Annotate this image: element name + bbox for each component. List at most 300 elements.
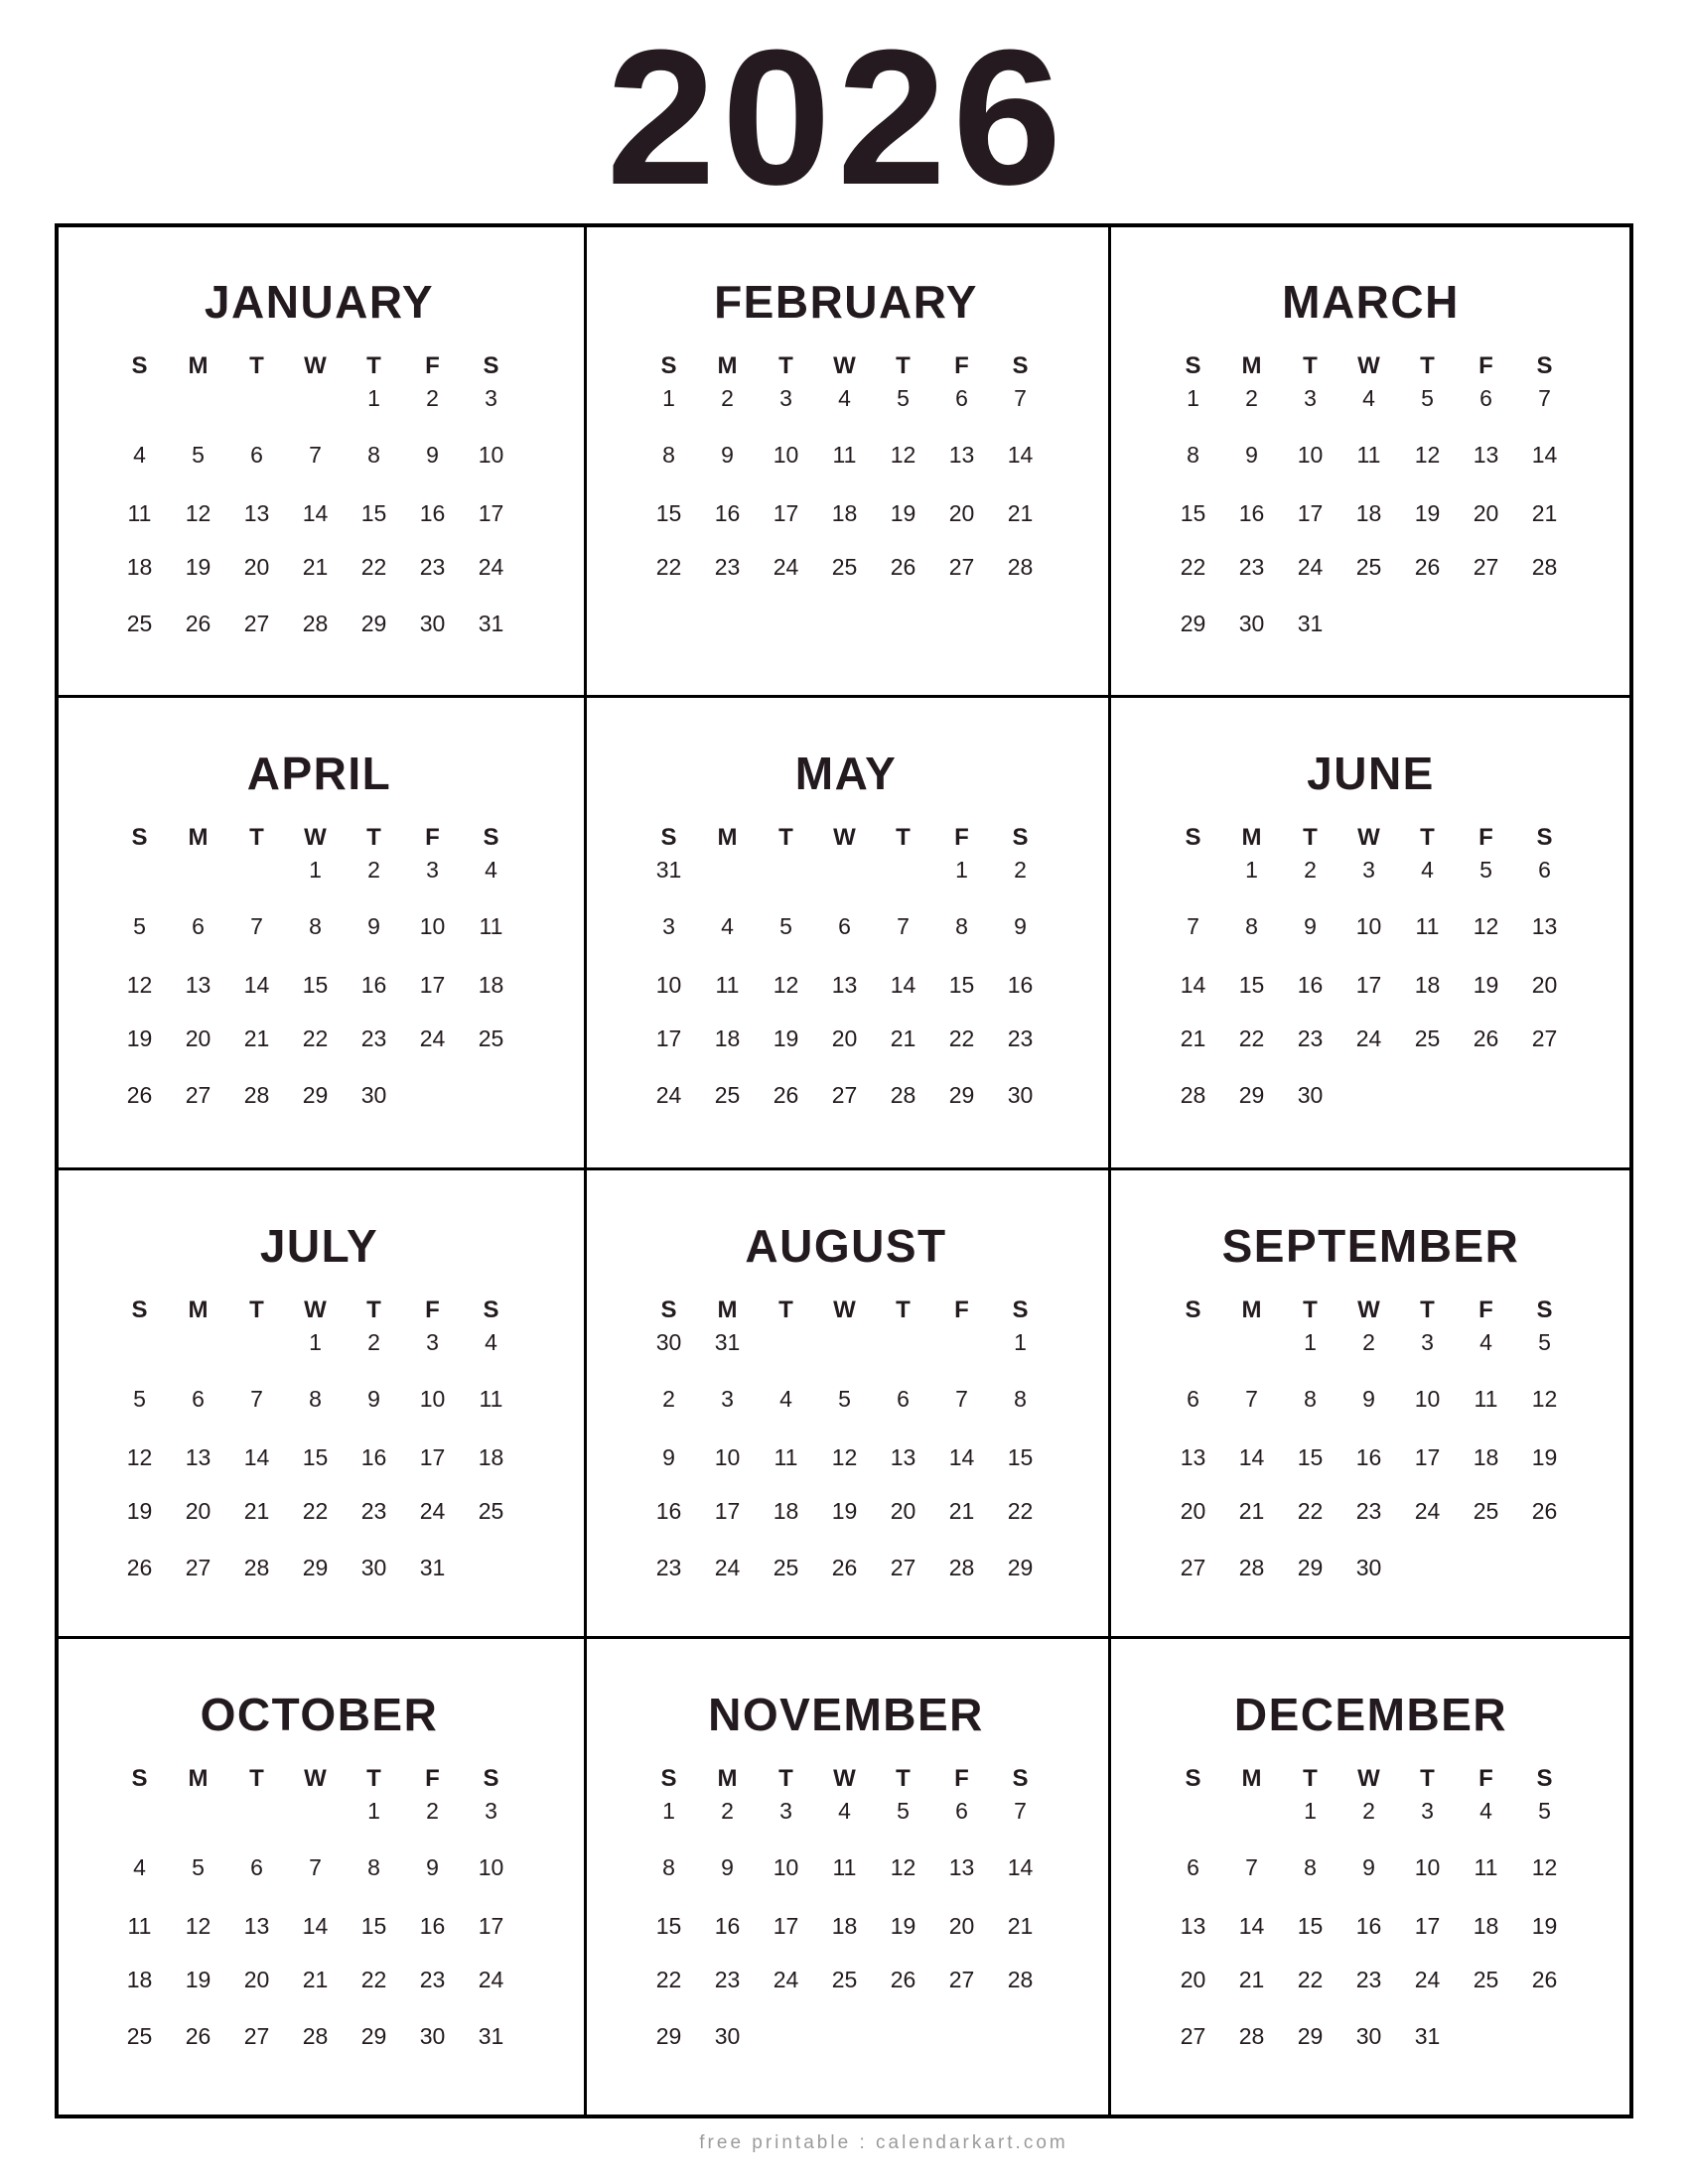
day-cell: 4 [1479,1329,1492,1355]
weekday-header [110,823,520,853]
weekday-label: S [1012,352,1029,379]
day-cell: 24 [419,1498,446,1524]
day-cell [1398,1080,1457,1110]
day-cell: 25 [1473,1967,1499,1992]
day-cell: 13 [185,1444,211,1470]
day-cell: 26 [126,1082,153,1108]
day-cell: 29 [302,1555,329,1580]
day-cell: 23 [419,1967,446,1992]
day-cell: 10 [419,913,446,939]
weekday-label: M [188,1765,209,1792]
month-title: AUGUST [745,1220,947,1272]
day-cell: 24 [655,1082,682,1108]
week-row [110,609,520,638]
day-cell: 22 [1180,554,1206,580]
day-cell: 25 [478,1025,504,1051]
day-cell: 9 [1245,442,1258,468]
day-cell: 28 [243,1082,270,1108]
day-cell: 31 [655,857,682,883]
weekday-label: W [1357,824,1380,851]
day-cell: 2 [1362,1798,1375,1824]
day-cell: 21 [890,1025,916,1051]
day-cell: 12 [1473,913,1499,939]
day-cell: 6 [897,1386,910,1412]
week-row [110,552,520,582]
day-cell: 6 [1187,1854,1199,1880]
weekday-label: S [1536,1297,1553,1323]
day-cell: 6 [192,1386,205,1412]
day-cell: 10 [1414,1854,1441,1880]
day-cell: 7 [1245,1386,1258,1412]
day-cell: 1 [662,385,675,411]
weekday-label: W [1357,352,1380,379]
day-cell: 26 [1531,1967,1558,1992]
weekday-label: W [833,1297,856,1323]
day-cell: 4 [838,385,851,411]
day-cell: 28 [302,611,329,636]
weekday-label: S [1012,1297,1029,1323]
day-cell: 5 [192,442,205,468]
day-cell: 11 [127,500,152,526]
day-cell: 15 [948,972,975,998]
day-cell: 13 [1473,442,1499,468]
day-cell: 2 [721,385,734,411]
weekday-label: T [249,824,264,851]
day-cell: 20 [1180,1498,1206,1524]
day-cell: 14 [302,500,329,526]
weekday-label: S [1536,1765,1553,1792]
day-cell: 22 [302,1498,329,1524]
day-cell: 7 [1245,1854,1258,1880]
weekday-label: T [1303,1297,1318,1323]
year-title: 2026 [606,10,1068,225]
week-row [1164,1796,1574,1826]
day-cell [1457,609,1515,638]
day-cell: 27 [948,1967,975,1992]
day-cell: 21 [948,1498,975,1524]
week-row [1164,1384,1574,1414]
day-cell: 17 [419,1444,446,1470]
day-cell: 21 [1007,1913,1034,1939]
month-panel [55,1636,584,2103]
day-cell: 12 [1531,1854,1558,1880]
weekday-label: S [131,1297,148,1323]
day-cell: 14 [243,1444,270,1470]
day-cell: 30 [1355,1555,1382,1580]
day-cell: 2 [1362,1329,1375,1355]
day-cell: 14 [1007,442,1034,468]
day-cell: 29 [1238,1082,1265,1108]
day-cell: 19 [126,1025,153,1051]
day-cell: 20 [185,1498,211,1524]
week-row [639,1442,1050,1472]
day-cell: 22 [1007,1498,1034,1524]
day-cell: 16 [419,500,446,526]
week-row [110,383,520,413]
day-cell: 19 [1531,1444,1558,1470]
week-row [110,440,520,470]
day-cell: 5 [133,913,146,939]
weekday-label: S [1185,1765,1201,1792]
day-cell: 3 [662,913,675,939]
day-cell: 22 [655,1967,682,1992]
day-cell [1515,609,1574,638]
weekday-label: T [1420,352,1435,379]
week-row [639,1327,1050,1357]
day-cell: 1 [309,1329,322,1355]
day-cell: 25 [1414,1025,1441,1051]
month-panel [584,1636,1108,2103]
day-cell: 13 [1180,1913,1206,1939]
day-cell: 8 [662,442,675,468]
day-cell: 9 [1304,913,1317,939]
day-cell: 11 [715,972,740,998]
day-cell [1515,1553,1574,1582]
day-cell: 14 [890,972,916,998]
month-title: NOVEMBER [708,1689,984,1740]
day-cell: 29 [1007,1555,1034,1580]
day-cell: 9 [721,442,734,468]
day-cell: 17 [655,1025,682,1051]
month-panel [1108,1167,1633,1634]
day-cell: 2 [721,1798,734,1824]
day-cell: 18 [831,500,858,526]
weekday-label: S [1185,824,1201,851]
day-cell: 27 [185,1082,211,1108]
day-cell [1222,1796,1281,1826]
day-cell: 12 [185,500,211,526]
day-cell: 10 [1414,1386,1441,1412]
day-cell: 18 [478,1444,504,1470]
day-cell: 5 [1538,1798,1551,1824]
day-cell: 4 [485,857,497,883]
month-title: DECEMBER [1233,1689,1508,1740]
day-cell: 19 [1531,1913,1558,1939]
day-cell: 21 [243,1025,270,1051]
day-cell: 11 [127,1913,152,1939]
week-row [639,498,1050,528]
week-row [639,1965,1050,1994]
day-cell: 5 [897,385,910,411]
day-cell [1515,2021,1574,2051]
day-cell: 24 [1414,1498,1441,1524]
day-cell: 27 [1473,554,1499,580]
day-cell: 2 [426,385,439,411]
day-cell: 13 [948,442,975,468]
day-cell: 8 [309,913,322,939]
day-cell: 15 [655,500,682,526]
day-cell: 25 [714,1082,741,1108]
day-cell [1457,2021,1515,2051]
day-cell [1398,609,1457,638]
day-cell: 30 [1355,2023,1382,2049]
day-cell: 27 [831,1082,858,1108]
day-cell [286,1796,345,1826]
day-cell: 5 [192,1854,205,1880]
day-cell [286,383,345,413]
day-cell: 5 [1479,857,1492,883]
weekday-label: S [660,1765,677,1792]
weekday-label: T [896,352,911,379]
day-cell: 4 [1362,385,1375,411]
day-cell: 3 [1421,1798,1434,1824]
day-cell: 18 [1473,1913,1499,1939]
day-cell: 6 [1479,385,1492,411]
day-cell: 6 [955,1798,968,1824]
day-cell: 5 [779,913,792,939]
day-cell: 13 [243,500,270,526]
weekday-header [639,351,1050,381]
weekday-label: F [1478,1765,1493,1792]
day-cell: 26 [1531,1498,1558,1524]
day-cell: 25 [478,1498,504,1524]
weekday-label: S [131,352,148,379]
month-title: APRIL [246,748,392,799]
day-cell: 16 [1355,1444,1382,1470]
day-cell: 15 [302,972,329,998]
day-cell [815,855,874,885]
day-cell: 27 [243,2023,270,2049]
weekday-label: S [483,1297,499,1323]
weekday-label: F [954,1765,969,1792]
day-cell: 14 [302,1913,329,1939]
day-cell: 10 [1355,913,1382,939]
weekday-label: S [1012,1765,1029,1792]
weekday-label: T [896,824,911,851]
day-cell: 17 [714,1498,741,1524]
week-row [110,1911,520,1941]
day-cell: 19 [1414,500,1441,526]
day-cell: 16 [1238,500,1265,526]
day-cell: 18 [1414,972,1441,998]
day-cell [1164,1796,1222,1826]
day-cell: 19 [1473,972,1499,998]
week-row [1164,1852,1574,1882]
day-cell: 17 [773,1913,799,1939]
weekday-label: M [717,1765,738,1792]
day-cell: 2 [426,1798,439,1824]
weekday-label: W [833,1765,856,1792]
day-cell: 1 [1014,1329,1027,1355]
weekday-header [639,1296,1050,1325]
weekday-label: F [954,1297,969,1323]
day-cell: 30 [360,1082,387,1108]
day-cell: 1 [1304,1798,1317,1824]
day-cell: 11 [832,1854,857,1880]
weekday-label: T [249,352,264,379]
day-cell: 25 [831,1967,858,1992]
day-cell: 15 [302,1444,329,1470]
day-cell: 17 [1414,1913,1441,1939]
day-cell: 25 [126,2023,153,2049]
day-cell: 29 [1297,2023,1324,2049]
day-cell [403,1080,462,1110]
day-cell: 18 [126,1967,153,1992]
day-cell: 4 [133,1854,146,1880]
weekday-label: W [304,1297,327,1323]
week-row [1164,440,1574,470]
day-cell [1457,1553,1515,1582]
day-cell: 13 [243,1913,270,1939]
day-cell: 22 [655,554,682,580]
day-cell: 8 [367,1854,380,1880]
week-row [639,1384,1050,1414]
weekday-label: T [778,352,793,379]
day-cell: 8 [1187,442,1199,468]
day-cell: 11 [1415,913,1440,939]
day-cell: 31 [419,1555,446,1580]
day-cell: 15 [1007,1444,1034,1470]
day-cell: 22 [1238,1025,1265,1051]
day-cell: 7 [1538,385,1551,411]
weekday-label: F [425,352,440,379]
day-cell: 3 [721,1386,734,1412]
day-cell [815,2021,874,2051]
day-cell: 23 [360,1025,387,1051]
day-cell: 20 [1473,500,1499,526]
day-cell [110,855,169,885]
day-cell: 21 [1238,1967,1265,1992]
weekday-label: S [660,1297,677,1323]
month-title: JULY [259,1220,379,1272]
week-row [110,970,520,1000]
week-row [639,383,1050,413]
day-cell: 9 [426,442,439,468]
day-cell: 2 [662,1386,675,1412]
day-cell: 23 [714,554,741,580]
day-cell: 2 [367,1329,380,1355]
day-cell: 8 [1245,913,1258,939]
day-cell: 4 [779,1386,792,1412]
weekday-label: S [131,824,148,851]
week-row [639,1080,1050,1110]
weekday-header [110,351,520,381]
day-cell: 29 [302,1082,329,1108]
day-cell: 12 [773,972,799,998]
week-row [639,1553,1050,1582]
day-cell: 19 [126,1498,153,1524]
weekday-label: W [304,352,327,379]
day-cell: 14 [1238,1444,1265,1470]
day-cell: 14 [948,1444,975,1470]
day-cell: 19 [773,1025,799,1051]
day-cell: 3 [426,1329,439,1355]
weekday-label: F [425,1297,440,1323]
weekday-label: F [425,824,440,851]
week-row [1164,609,1574,638]
weekday-label: T [249,1297,264,1323]
day-cell: 27 [948,554,975,580]
day-cell: 30 [1007,1082,1034,1108]
week-row [1164,1442,1574,1472]
day-cell: 28 [243,1555,270,1580]
day-cell: 3 [1362,857,1375,883]
day-cell: 6 [838,913,851,939]
week-row [110,2021,520,2051]
weekday-header [1164,1296,1574,1325]
day-cell [757,1327,815,1357]
day-cell: 24 [773,1967,799,1992]
week-row [639,1024,1050,1053]
day-cell: 15 [360,1913,387,1939]
day-cell: 15 [1238,972,1265,998]
day-cell: 11 [774,1444,798,1470]
day-cell [227,383,286,413]
day-cell: 23 [1007,1025,1034,1051]
day-cell: 30 [1297,1082,1324,1108]
day-cell: 12 [185,1913,211,1939]
day-cell: 29 [1297,1555,1324,1580]
day-cell: 26 [890,554,916,580]
weekday-label: M [1241,1765,1262,1792]
day-cell: 14 [1180,972,1206,998]
weekday-label: T [1303,352,1318,379]
day-cell: 8 [955,913,968,939]
month-panel [584,695,1108,1161]
day-cell: 23 [419,554,446,580]
day-cell: 26 [126,1555,153,1580]
week-row [1164,1911,1574,1941]
day-cell: 20 [948,500,975,526]
day-cell [757,2021,815,2051]
weekday-header [110,1764,520,1794]
day-cell: 14 [1007,1854,1034,1880]
weekday-label: T [249,1765,264,1792]
day-cell: 25 [1355,554,1382,580]
day-cell: 11 [479,1386,503,1412]
day-cell [227,855,286,885]
day-cell: 5 [897,1798,910,1824]
day-cell [1164,855,1222,885]
day-cell: 13 [1531,913,1558,939]
day-cell: 4 [133,442,146,468]
month-title: MAY [794,748,898,799]
week-row [639,440,1050,470]
weekday-label: M [188,824,209,851]
weekday-label: F [1478,824,1493,851]
day-cell: 3 [485,1798,497,1824]
day-cell: 18 [831,1913,858,1939]
day-cell [757,855,815,885]
weekday-label: T [1420,1765,1435,1792]
week-row [639,970,1050,1000]
day-cell: 30 [360,1555,387,1580]
day-cell: 24 [714,1555,741,1580]
week-row [110,855,520,885]
weekday-label: M [188,352,209,379]
day-cell: 26 [185,2023,211,2049]
week-row [639,1496,1050,1526]
day-cell [874,2021,932,2051]
day-cell: 31 [714,1329,741,1355]
day-cell: 16 [360,1444,387,1470]
day-cell [110,1796,169,1826]
day-cell: 23 [1297,1025,1324,1051]
day-cell: 16 [1007,972,1034,998]
day-cell: 13 [185,972,211,998]
day-cell: 7 [1187,913,1199,939]
day-cell [1339,609,1398,638]
day-cell: 21 [302,554,329,580]
day-cell: 29 [948,1082,975,1108]
day-cell: 10 [419,1386,446,1412]
week-row [110,1327,520,1357]
day-cell [874,1327,932,1357]
week-row [110,1080,520,1110]
month-title: FEBRUARY [714,276,978,328]
day-cell: 29 [1180,611,1206,636]
day-cell: 12 [1531,1386,1558,1412]
